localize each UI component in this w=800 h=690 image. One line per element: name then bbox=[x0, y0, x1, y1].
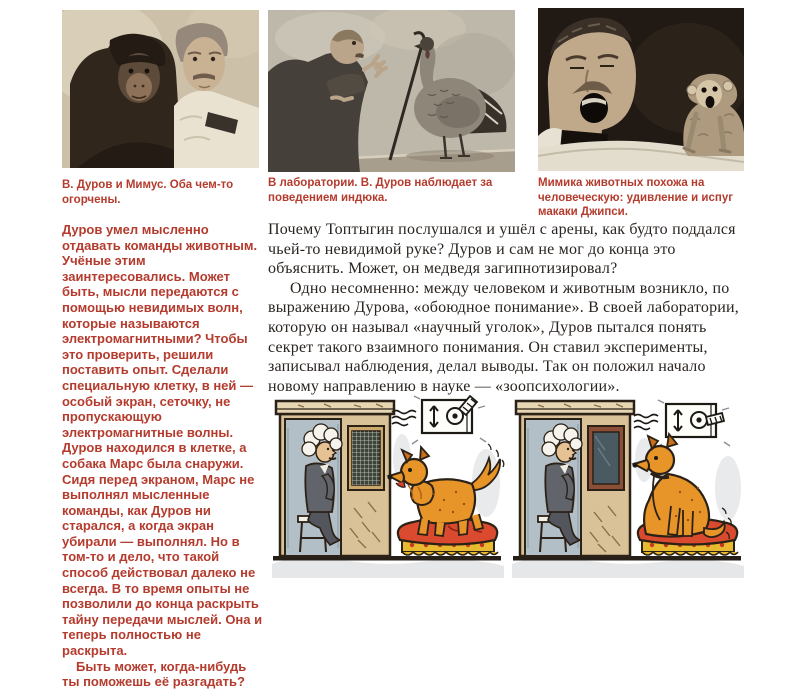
illustration-screen-on-dog-standing bbox=[268, 388, 505, 580]
sidebar-paragraph-1: Дуров умел мысленно отдавать команды животным. Учёные этим заинтересовались. Может быть, мысли передаются с помощью невидимых волн, которые называются электромагнитными? Чтобы это проверить, решили поставить опыт. Сделали специальную клетку, в ней — особый экран, сеточку, не пропускающую электромагнитные волны. Дуров находился в клетке, а собака Марс была снаружи. Сидя перед экраном, Марс не выполнял мысленные команды, как Дуров ни старался, а когда экран убирали — выполнял. Но в том-то и дело, что такой способ действовал далеко не всегда. В то время опыты не позволили до конца раскрыть тайну передачи мыслей. Она и теперь полностью не раскрыта. bbox=[62, 222, 263, 659]
photo-durov-turkey bbox=[268, 10, 515, 204]
man-macaque-photo-image bbox=[538, 8, 744, 171]
screen-window-mesh bbox=[348, 426, 384, 490]
photo-man-macaque bbox=[538, 8, 744, 218]
durov-mimus-photo-image bbox=[62, 10, 259, 168]
photo-durov-and-mimus bbox=[62, 10, 259, 206]
sidebar-story bbox=[62, 222, 263, 690]
illustration-screen-off-dog-sitting bbox=[508, 388, 745, 580]
photo-caption-3: Мимика животных похожа на человеческую: удивление и испуг макаки Джипси. bbox=[538, 177, 734, 218]
experiment-cage bbox=[276, 401, 394, 556]
sidebar-paragraph-2: Быть может, когда-нибудь ты поможешь её разгадать? bbox=[62, 658, 247, 690]
photo-caption-2: В лаборатории. В. Дуров наблюдает за поведением индюка. bbox=[268, 177, 493, 204]
experiment-cage bbox=[516, 401, 634, 556]
photo-caption-1: В. Дуров и Мимус. Оба чем-то огорчены. bbox=[62, 179, 234, 206]
main-paragraph-2: Одно несомненно: между человеком и животным возникло, по выражению Дурова, «обоюдное понимание». В своей лаборатории, которую он называл «научный уголок», Дуров пытался понять секрет такого взаимного понимания. Он ставил эксперименты, записывал наблюдения, делал выводы. Так он положил начало новому направлению в науке — «зоопсихологии». bbox=[268, 279, 739, 395]
durov-turkey-photo-image bbox=[268, 10, 515, 172]
main-paragraph-1: Почему Топтыгин послушался и ушёл с арены, как будто поддался чьей-то невидимой руке? Дуров и сам не мог до конца это объяснить. Может, он медведя загипнотизировал? bbox=[268, 221, 736, 278]
macaque-gypsy bbox=[683, 74, 744, 156]
cage-experiment-drawing-1 bbox=[268, 388, 505, 580]
open-window-no-screen bbox=[588, 426, 624, 490]
main-body bbox=[268, 220, 748, 396]
cage-experiment-drawing-2 bbox=[508, 388, 745, 580]
electromagnetic-device bbox=[634, 400, 730, 448]
